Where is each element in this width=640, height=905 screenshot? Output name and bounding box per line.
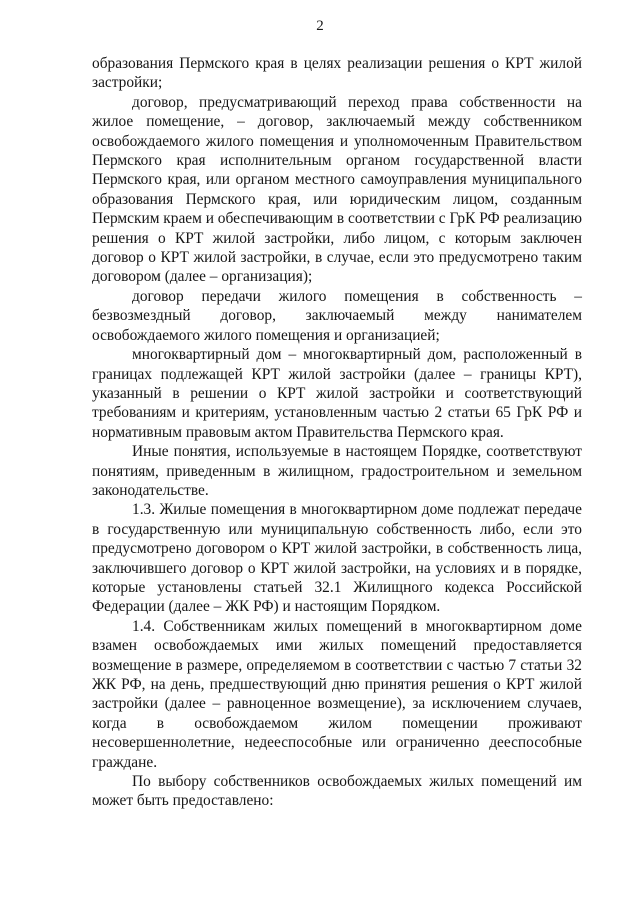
- paragraph: Иные понятия, используемые в настоящем Порядке, соответствуют понятиям, приведенным в жилищном, градостроительном и земельном законодательстве.: [92, 443, 582, 499]
- page-number: 2: [316, 18, 324, 34]
- paragraph: договор, предусматривающий переход права собственности на жилое помещение, – договор, заключаемый между собственником освобождаемого жилого помещения и уполномоченным Правительством Пермского края исполнительным органом государственной власти Пермского края, или органом местного самоуправления муниципального образования Пермского края, или юридическим лицом, созданным Пермским краем и обеспечивающим в соответствии с ГрК РФ реализацию решения о КРТ жилой застройки, либо лицом, с которым заключен договор о КРТ жилой застройки, в случае, если это предусмотрено таким договором (далее – организация);: [92, 93, 583, 286]
- paragraph: 1.3. Жилые помещения в многоквартирном доме подлежат передаче в государственную или муниципальную собственность либо, если это предусмотрено договором о КРТ жилой застройки, в собственность лица, заключившего договор о КРТ жилой застройки, на условиях и в порядке, которые установлены статьей 32.1 Жилищного кодекса Российской Федерации (далее – ЖК РФ) и настоящим Порядком.: [92, 501, 582, 616]
- paragraph: 1.4. Собственникам жилых помещений в многоквартирном доме взамен освобождаемых ими жилых помещений предоставляется возмещение в размере, определяемом в соответствии с частью 7 статьи 32 ЖК РФ, на день, предшествующий дню принятия решения о КРТ жилой застройки (далее – равноценное возмещение), за исключением случаев, когда в освобождаемом жилом помещении проживают несовершеннолетние, недееспособные или ограниченно дееспособные граждане.: [92, 617, 582, 771]
- paragraph: образования Пермского края в целях реализации решения о КРТ жилой застройки;: [92, 55, 582, 92]
- paragraph: договор передачи жилого помещения в собственность – безвозмездный договор, заключаемый между нанимателем освобождаемого жилого помещения и организацией;: [92, 287, 582, 344]
- paragraph: многоквартирный дом – многоквартирный дом, расположенный в границах подлежащей КРТ жилой застройки (далее – границы КРТ), указанный в решении о КРТ жилой застройки и соответствующий требованиям и критериям, установленным частью 2 статьи 65 ГрК РФ и нормативным правовым актом Правительства Пермского края.: [92, 346, 582, 441]
- document-body: [92, 54, 582, 811]
- paragraph: По выбору собственников освобождаемых жилых помещений им может быть предоставлено:: [92, 773, 582, 810]
